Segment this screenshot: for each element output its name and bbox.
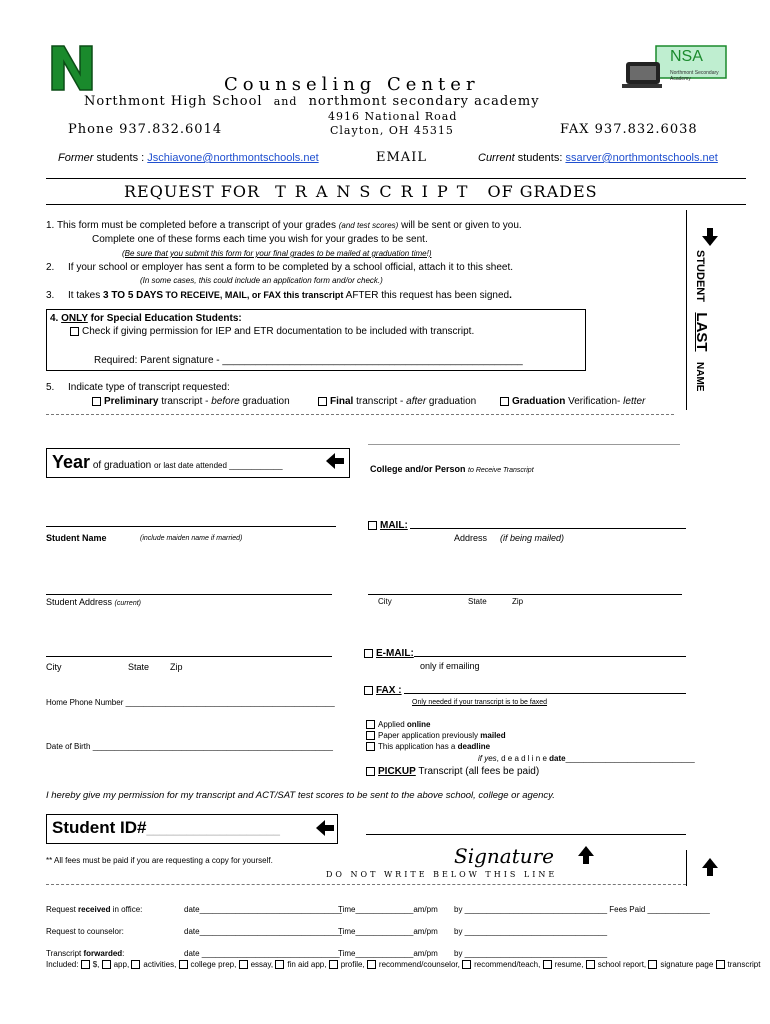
item-3: It takes 3 TO 5 DAYS TO RECEIVE, MAIL, or FAX this transcript AFTER this request has been signed. [68,290,512,301]
mail-address-field[interactable] [410,518,686,529]
included-checkbox[interactable] [329,960,338,969]
included-checkbox[interactable] [543,960,552,969]
student-name-note: (include maiden name if married) [140,535,243,542]
item-2-note: (In some cases, this could include an application form and/or check.) [140,276,383,285]
paper-application[interactable]: Paper application previously mailed [366,731,506,740]
mail-checkbox[interactable] [368,521,377,530]
included-item-label: profile, [340,960,367,969]
item-5-number: 5. [46,382,55,393]
fax: FAX 937.832.6038 [560,122,698,137]
iep-permission: Check if giving permission for IEP and ETR documentation to be included with transcript. [70,326,474,337]
fees-note: ** All fees must be paid if you are requesting a copy for yourself. [46,856,273,865]
included-item-label: recommend/counselor, [378,960,463,969]
included-checkbox[interactable] [275,960,284,969]
deadline-date-field[interactable]: if yes, d e a d l i n e date_____________________________ [478,754,695,763]
included-list [46,960,760,969]
included-item[interactable] [716,960,761,969]
item-1: 1. This form must be completed before a transcript of your grades (and test scores) will be sent or given to you. [46,220,522,231]
applied-online[interactable]: Applied online [366,720,430,729]
counselor-date[interactable]: date________________________________ [184,927,342,936]
included-item[interactable] [275,960,328,969]
item-1-line-2: Complete one of these forms each time you wish for your grades to be sent. [92,234,428,245]
pickup-checkbox[interactable] [366,767,375,776]
fax-field[interactable] [404,683,686,694]
forwarded-date[interactable]: date _______________________________ [184,949,340,958]
school-line: Northmont High School and northmont secondary academy [84,94,540,109]
northmont-logo [50,42,94,92]
address-line-2: Clayton, OH 45315 [330,124,454,137]
email-label: EMAIL [376,150,427,165]
included-item-label: signature page [660,960,716,969]
student-address-label: Student Address (current) [46,597,141,607]
included-item-label: transcript [727,960,761,969]
left-zip-label: Zip [170,662,183,672]
left-arrow-icon-2 [316,820,334,836]
included-item[interactable] [102,960,132,969]
received-date[interactable]: date________________________________ [184,905,342,914]
divider-dashed [46,414,674,415]
included-item-label: recommend/teach, [474,960,543,969]
item-2-number: 2. [46,262,55,273]
nsa-logo-subtitle: Northmont Secondary Academy [670,70,719,82]
current-students: Current students: ssarver@northmontschools.net [478,152,718,164]
college-label: College and/or Person to Receive Transcript [370,464,534,474]
pickup-option[interactable]: PICKUP Transcript (all fees be paid) [366,766,539,777]
email-field[interactable] [414,646,686,657]
verification-checkbox[interactable] [500,397,509,406]
title-rule [46,204,746,205]
counselor-by[interactable]: by ________________________________ [454,927,608,936]
form-title: REQUEST FOR TRANSCRIPT OF GRADES [124,182,598,201]
permission-statement: I hereby give my permission for my transcript and ACT/SAT test scores to be sent to the above school, college or agency. [46,790,555,801]
included-checkbox[interactable] [716,960,725,969]
included-item-label: app, [113,960,132,969]
up-arrow-icon [578,846,594,864]
down-arrow-icon [702,228,718,246]
fax-option[interactable]: FAX : [364,685,402,696]
included-item[interactable] [367,960,462,969]
side-label: STUDENT LAST NAME [693,250,710,392]
student-name-field[interactable] [46,516,336,527]
included-item[interactable] [329,960,367,969]
nsa-logo [622,42,730,92]
item-1-note: (Be sure that you submit this form for your final grades to be mailed at graduation time!) [122,249,432,258]
forwarded-by[interactable]: by ________________________________ [454,949,608,958]
counselor-time[interactable]: Time_____________am/pm [338,927,438,936]
current-email-link[interactable]: ssarver@northmontschools.net [565,152,718,164]
included-checkbox[interactable] [239,960,248,969]
received-time[interactable]: Time_____________am/pm [338,905,438,914]
included-item[interactable] [81,960,102,969]
included-checkbox[interactable] [648,960,657,969]
included-item[interactable] [179,960,239,969]
former-students: Former students : Jschiavone@northmontschools.net [58,152,319,164]
deadline-option[interactable]: This application has a deadline [366,742,490,751]
option-final[interactable]: Final transcript - after graduation [318,396,476,407]
included-checkbox[interactable] [586,960,595,969]
included-item[interactable] [543,960,586,969]
signature-line[interactable] [366,834,686,835]
deadline-checkbox[interactable] [366,742,375,751]
fax-note: Only needed if your transcript is to be faxed [412,699,548,706]
included-item-label: activities, [143,960,179,969]
student-id-label: Student ID#____________________ [52,818,280,837]
included-item-label: college prep, [190,960,239,969]
included-item-label: $, [92,960,102,969]
included-item-label: fin aid app, [287,960,329,969]
address-label: Address [454,533,488,543]
received-by[interactable]: by ________________________________ Fees Paid ______________ [454,905,710,914]
included-item-label: essay, [250,960,276,969]
former-email-link[interactable]: Jschiavone@northmontschools.net [147,152,319,164]
forwarded-label: Transcript forwarded: [46,949,125,958]
office-divider [46,884,686,885]
address-note: (if being mailed) [500,533,565,543]
included-checkbox[interactable] [131,960,140,969]
mail-option[interactable]: MAIL: [368,520,408,531]
included-label: Included: [46,960,81,969]
right-state-label: State [468,597,487,606]
center-title: Counseling Center [224,74,480,95]
year-label: Year of graduation or last date attended ____________ [52,452,283,472]
left-city-label: City [46,662,62,672]
included-checkbox[interactable] [179,960,188,969]
preliminary-checkbox[interactable] [92,397,101,406]
included-item[interactable] [648,960,715,969]
college-top-line[interactable] [368,444,680,445]
final-checkbox[interactable] [318,397,327,406]
included-checkbox[interactable] [102,960,111,969]
email-checkbox[interactable] [364,649,373,658]
do-not-write: DO NOT WRITE BELOW THIS LINE [326,870,558,879]
included-checkbox[interactable] [81,960,90,969]
signature-label: Signature [454,844,555,868]
included-item[interactable] [239,960,276,969]
student-address-field[interactable] [46,584,332,595]
city-state-zip-field[interactable] [46,646,332,657]
right-zip-label: Zip [512,597,524,606]
applied-online-checkbox[interactable] [366,720,375,729]
forwarded-time[interactable]: Time_____________am/pm [338,949,438,958]
left-arrow-icon [326,453,344,469]
included-item-label: school report, [597,960,649,969]
student-name-label: Student Name [46,533,107,543]
included-item-label: resume, [554,960,586,969]
included-item[interactable] [131,960,178,969]
option-verification[interactable]: Graduation Verification- letter [500,396,645,407]
iep-checkbox[interactable] [70,327,79,336]
included-item[interactable] [462,960,542,969]
item-4-title: 4. ONLY for Special Education Students: [50,313,242,324]
home-phone-field[interactable]: Home Phone Number _______________________________________________ [46,698,335,707]
dob-field[interactable]: Date of Birth ______________________________________________________ [46,742,333,751]
up-arrow-icon-right [702,858,718,876]
phone: Phone 937.832.6014 [68,122,223,137]
parent-signature[interactable]: Required: Parent signature - ______________________________________________________ [94,355,523,366]
nsa-logo-text: NSA [670,48,703,65]
counselor-label: Request to counselor: [46,927,124,936]
right-city-label: City [378,597,392,606]
included-checkbox[interactable] [367,960,376,969]
fax-checkbox[interactable] [364,686,373,695]
received-label: Request received in office: [46,905,143,914]
option-preliminary[interactable]: Preliminary transcript - before graduation [92,396,290,407]
item-3-number: 3. [46,290,55,301]
item-5: Indicate type of transcript requested: [68,382,230,393]
header-rule [46,178,746,179]
included-checkbox[interactable] [462,960,471,969]
email-note: only if emailing [420,661,480,671]
left-state-label: State [128,662,150,672]
mail-city-field[interactable] [368,584,682,595]
email-option[interactable]: E-MAIL: [364,648,414,659]
item-2: If your school or employer has sent a form to be completed by a school official, attach it to this sheet. [68,262,514,273]
paper-application-checkbox[interactable] [366,731,375,740]
address-line-1: 4916 National Road [328,110,458,123]
included-item[interactable] [586,960,649,969]
